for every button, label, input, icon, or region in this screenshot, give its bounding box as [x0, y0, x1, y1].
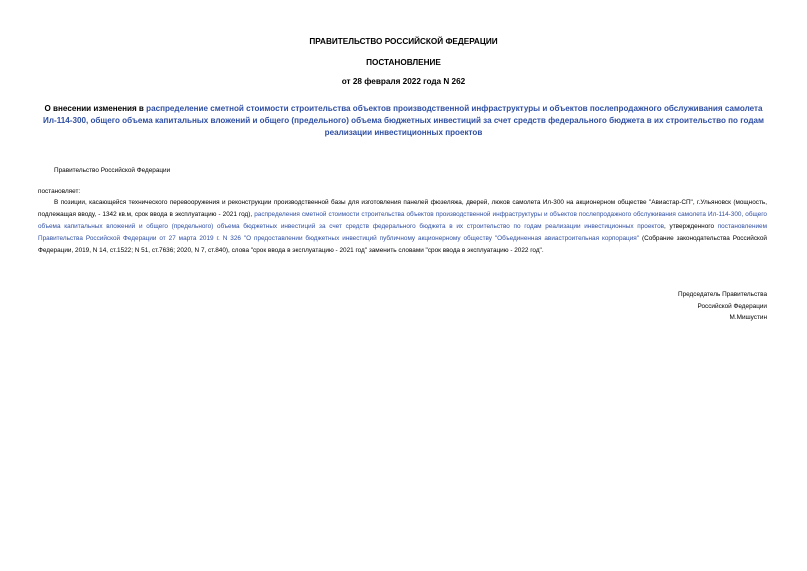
government-line: Правительство Российской Федерации	[54, 167, 171, 174]
distribution-link[interactable]: распределения сметной стоимости строительства объектов производственной инфраструктуры и объектов послепродажного обслуживания самолета Ил-114-300, общего объема капитальных вложений и общего (предельного) объема бюджетных инвестиций за счет средств федерального бюджета в их строительство по годам реализации инвестиционных проектов	[38, 211, 767, 230]
document-title	[38, 103, 769, 139]
signature-position: Председатель Правительства	[678, 291, 767, 298]
title-prefix: О внесении изменения в	[44, 104, 147, 113]
paragraph-text: В позиции, касающейся технического перевооружения и реконструкции производственной базы для изготовления панелей фюзеляжа, дверей, люков самолета Ил-300 на акционерном обществе "Авиастар-СП", г.Ульяновск (мощность, подлежащая вводу, - 1342 кв.м, срок ввода в эксплуатацию - 2021 год),	[38, 199, 767, 218]
body-paragraph	[38, 197, 767, 257]
document-type: ПОСТАНОВЛЕНИЕ	[366, 58, 441, 67]
signature-org: Российской Федерации	[697, 302, 767, 310]
paragraph-text: (Собрание законодательства Российской Федерации, 2019, N 14, ст.1522; N 51, ст.7636; 2020, N 7, ст.840), слова "срок ввода в эксплуатацию - 2021 год" заменить словами "срок ввода в эксплуатацию - 2022 год".	[38, 235, 767, 254]
paragraph-text: , утвержденного	[664, 223, 718, 230]
issuing-authority: ПРАВИТЕЛЬСТВО РОССИЙСКОЙ ФЕДЕРАЦИИ	[309, 37, 498, 46]
signature-name: М.Мишустин	[729, 314, 767, 321]
signature-block	[678, 289, 767, 324]
document-date-number: от 28 февраля 2022 года N 262	[341, 77, 466, 86]
resolution-link[interactable]: постановлением Правительства Российской Федерации от 27 марта 2019 г. N 326 "О предоставлении бюджетных инвестиций публичному акционерному обществу "Объединенная авиастроительная корпорация"	[38, 223, 767, 242]
title-link[interactable]: распределение сметной стоимости строительства объектов производственной инфраструктуры и объектов послепродажного обслуживания самолета Ил-114-300, общего объема капитальных вложений и общего (предельного) объема бюджетных инвестиций за счет средств федерального бюджета в их строительство по годам реализации инвестиционных проектов	[43, 104, 764, 137]
decrees-line: постановляет:	[38, 188, 81, 195]
